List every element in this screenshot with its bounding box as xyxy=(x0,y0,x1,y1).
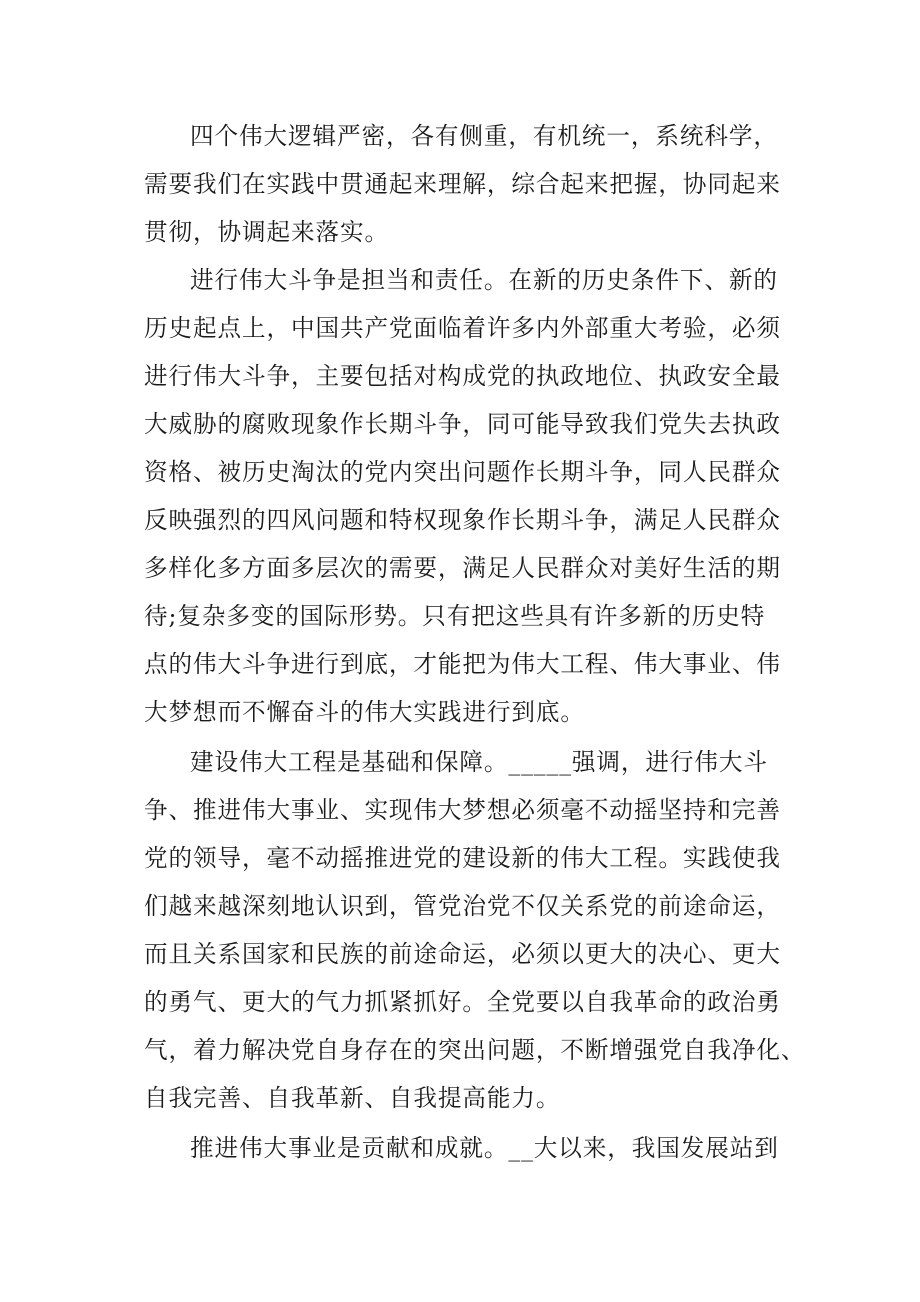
text-line: 自我完善、自我革新、自我提高能力。 xyxy=(144,1084,561,1112)
text-line: 们越来越深刻地认识到，管党治党不仅关系党的前途命运， xyxy=(144,892,781,920)
text-line: 争、推进伟大事业、实现伟大梦想必须毫不动摇坚持和完善 xyxy=(144,796,781,824)
text-line: 大梦想而不懈奋斗的伟大实践进行到底。 xyxy=(144,698,585,726)
text-line: 推进伟大事业是贡献和成就。__大以来，我国发展站到 xyxy=(190,1134,779,1162)
text-line: 进行伟大斗争是担当和责任。在新的历史条件下、新的 xyxy=(190,266,778,294)
text-line: 进行伟大斗争，主要包括对构成党的执政地位、执政安全最 xyxy=(144,362,781,390)
text-line: 而且关系国家和民族的前途命运，必须以更大的决心、更大 xyxy=(144,940,781,968)
text-line: 多样化多方面多层次的需要，满足人民群众对美好生活的期 xyxy=(144,554,781,582)
text-line: 贯彻，协调起来落实。 xyxy=(144,218,389,246)
text-line: 点的伟大斗争进行到底，才能把为伟大工程、伟大事业、伟 xyxy=(144,650,781,678)
text-line: 待;复杂多变的国际形势。只有把这些具有许多新的历史特 xyxy=(144,602,766,630)
text-line: 资格、被历史淘汰的党内突出问题作长期斗争，同人民群众 xyxy=(144,458,781,486)
text-line: 历史起点上，中国共产党面临着许多内外部重大考验，必须 xyxy=(144,314,781,342)
text-line: 党的领导，毫不动摇推进党的建设新的伟大工程。实践使我 xyxy=(144,844,781,872)
text-line: 需要我们在实践中贯通起来理解，综合起来把握，协同起来 xyxy=(144,170,781,198)
text-line: 建设伟大工程是基础和保障。_____强调，进行伟大斗 xyxy=(190,748,768,776)
text-line: 的勇气、更大的气力抓紧抓好。全党要以自我革命的政治勇 xyxy=(144,988,781,1016)
text-line: 反映强烈的四风问题和特权现象作长期斗争，满足人民群众 xyxy=(144,506,781,534)
text-line: 气，着力解决党自身存在的突出问题，不断增强党自我净化、 xyxy=(144,1036,806,1064)
text-line: 四个伟大逻辑严密，各有侧重，有机统一，系统科学， xyxy=(190,122,778,150)
text-line: 大威胁的腐败现象作长期斗争，同可能导致我们党失去执政 xyxy=(144,410,781,438)
